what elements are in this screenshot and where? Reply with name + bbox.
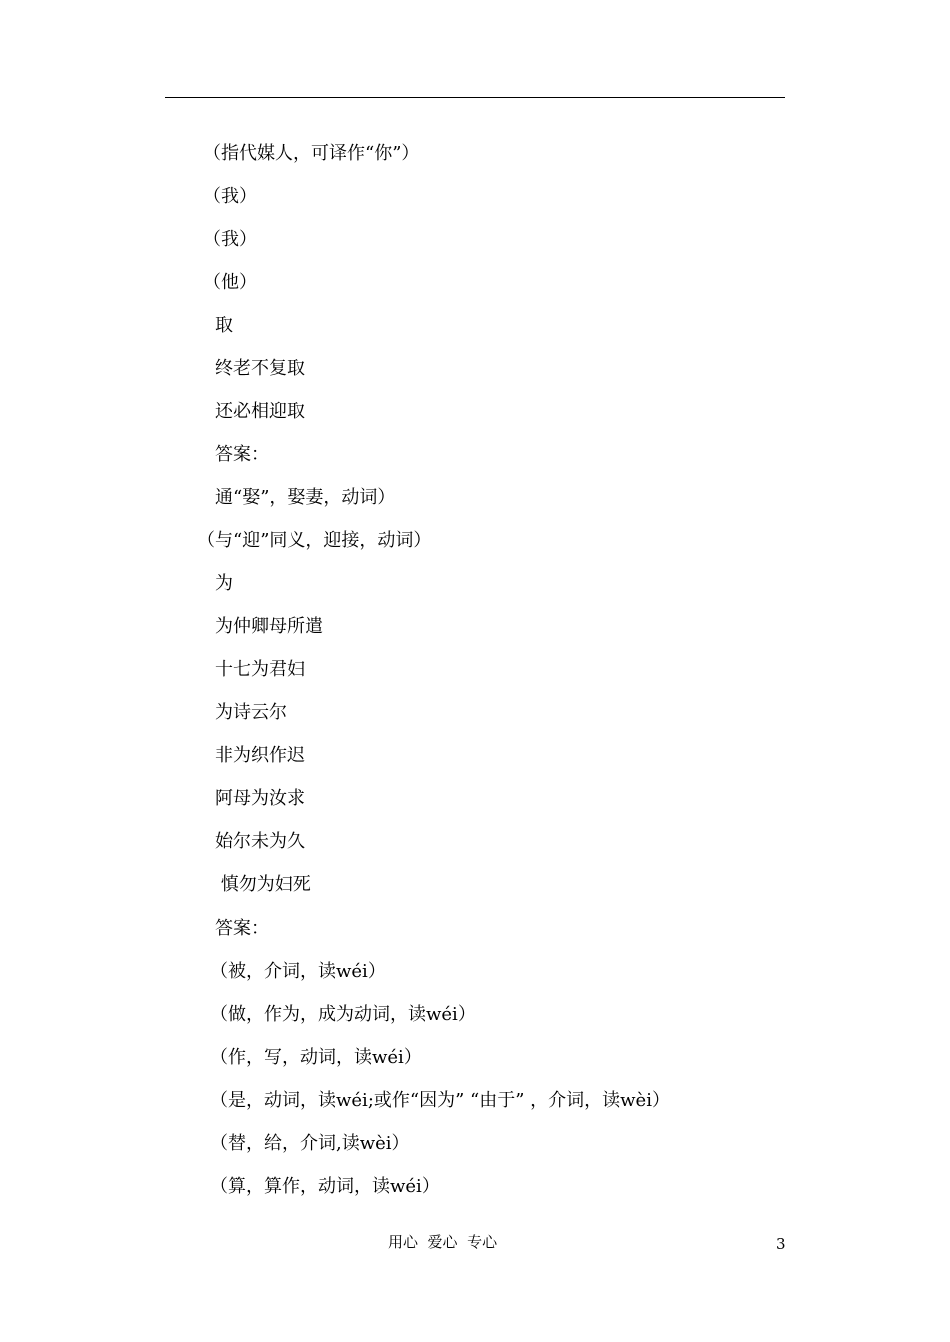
text-line: 答案：	[215, 918, 269, 939]
text-line: （算，算作，动词，读wéi）	[210, 1176, 440, 1197]
text-line: （指代媒人，可译作“你”）	[203, 143, 420, 164]
page-number: 3	[776, 1235, 786, 1253]
text-line: 阿母为汝求	[215, 788, 305, 809]
text-line: 为	[215, 573, 233, 594]
text-line: 答案：	[215, 444, 269, 465]
text-line: （我）	[203, 186, 257, 207]
text-line: 十七为君妇	[215, 659, 305, 680]
text-line: 取	[215, 315, 233, 336]
text-line: （被，介词，读wéi）	[210, 961, 386, 982]
text-line: （做，作为，成为动词，读wéi）	[210, 1004, 476, 1025]
text-line: （是，动词，读wéi;或作“因为” “由于” ，介词，读wèi）	[210, 1090, 670, 1111]
text-line: 始尔未为久	[215, 831, 305, 852]
text-line: （他）	[203, 272, 257, 293]
text-line: 通“娶”，娶妻，动词）	[215, 487, 396, 508]
text-line: 终老不复取	[215, 358, 305, 379]
text-line: 非为织作迟	[215, 745, 305, 766]
text-line: 为仲卿母所遣	[215, 616, 323, 637]
text-line: （我）	[203, 229, 257, 250]
footer-motto: 用心 爱心 专心	[388, 1233, 498, 1251]
text-line: 慎勿为妇死	[215, 874, 311, 895]
text-line: 还必相迎取	[215, 401, 305, 422]
text-line: （替，给，介词,读wèi）	[210, 1133, 410, 1154]
text-line: （与“迎”同义，迎接，动词）	[197, 530, 432, 551]
text-line: （作，写，动词，读wéi）	[210, 1047, 422, 1068]
text-line: 为诗云尔	[215, 702, 287, 723]
